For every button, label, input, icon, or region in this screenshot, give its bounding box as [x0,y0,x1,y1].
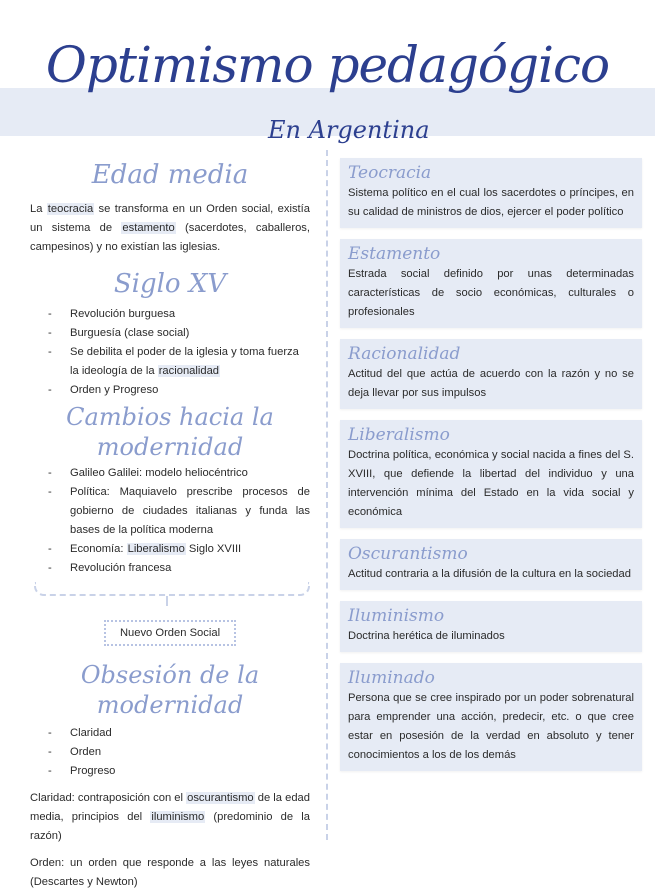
list-item: - Galileo Galilei: modelo heliocéntrico [30,464,310,483]
definition-text: Doctrina herética de iluminados [348,630,505,642]
list-item: - Progreso [30,762,310,781]
list-item: - Orden [30,743,310,762]
orden-text: Orden: un orden que responde a las leyes naturales (Descartes y Newton) [30,857,310,888]
definition-card [340,663,642,771]
definition-card [340,539,642,590]
definition-term: Teocracia [348,163,432,183]
term-iluminismo: iluminismo [151,811,205,823]
list-item: - Política: Maquiavelo prescribe procesos de gobierno de ciudades italianas y funda las bases de la política moderna [30,483,310,540]
page-title: Optimismo pedagógico [45,36,610,94]
definition-term: Racionalidad [348,344,461,364]
cambios-list [30,464,310,578]
definition-card [340,158,642,228]
list-item: - Orden y Progreso [30,381,310,400]
list-item: - Se debilita el poder de la iglesia y toma fuerza la ideología de la racionalidad [30,343,310,381]
term-oscurantismo: oscurantismo [187,792,254,804]
definition-card [340,239,642,328]
definition-term: Estamento [348,244,441,264]
list-item: - Revolución francesa [30,559,310,578]
page-subtitle: En Argentina [268,116,430,144]
nuevo-orden-box: Nuevo Orden Social [104,620,236,646]
obsesion-list [30,724,310,781]
heading-siglo-xv: Siglo XV [113,269,227,299]
definition-card [340,420,642,528]
heading-cambios: Cambios hacia la modernidad [66,403,274,461]
claridad-text: Claridad: contraposición con el oscurantismo de la edad media, principios del iluminismo (predominio de la razón) [30,792,310,842]
list-item: - Revolución burguesa [30,305,310,324]
list-item: - Economía: Liberalismo Siglo XVIII [30,540,310,559]
definition-text: Actitud del que actúa de acuerdo con la razón y no se deja llevar por sus impulsos [348,368,634,399]
definition-text: Doctrina política, económica y social nacida a fines del S. XVIII, que defiende la libertad del individuo y una intervención mínima del Estado en la vida social y económica [348,449,634,518]
siglo-xv-list [30,305,310,400]
definition-term: Liberalismo [348,425,450,445]
definition-card [340,339,642,409]
term-liberalismo: Liberalismo [127,543,185,555]
term-racionalidad: racionalidad [158,365,220,377]
list-item: - Burguesía (clase social) [30,324,310,343]
term-estamento: estamento [122,222,175,234]
definition-term: Iluminismo [348,606,445,626]
definition-text: Estrada social definido por unas determinadas características de socio económicas, culturales o profesionales [348,268,634,318]
term-teocracia: teocracia [47,203,94,215]
definition-card [340,601,642,652]
brace-connector [30,582,310,612]
definition-text: Sistema político en el cual los sacerdotes o príncipes, en su calidad de ministros de dios, ejercer el poder político [348,187,634,218]
definition-text: Actitud contraria a la difusión de la cultura en la sociedad [348,568,631,580]
left-column [30,160,310,892]
definitions-column [340,158,642,782]
list-item: - Claridad [30,724,310,743]
definition-term: Oscurantismo [348,544,468,564]
heading-edad-media: Edad media [91,160,249,190]
column-divider [326,150,328,840]
definition-text: Persona que se cree inspirado por un poder sobrenatural para emprender una acción, predecir, etc. o que cree estar en posesión de la verdad en absoluto y tener conocimientos a los de los demás [348,692,634,761]
heading-obsesion: Obsesión de la modernidad [80,661,260,719]
edad-media-text: La teocracia se transforma en un Orden social, existía un sistema de estamento (sacerdotes, caballeros, campesinos) y no existían las iglesias. [30,203,310,253]
definition-term: Iluminado [348,668,435,688]
